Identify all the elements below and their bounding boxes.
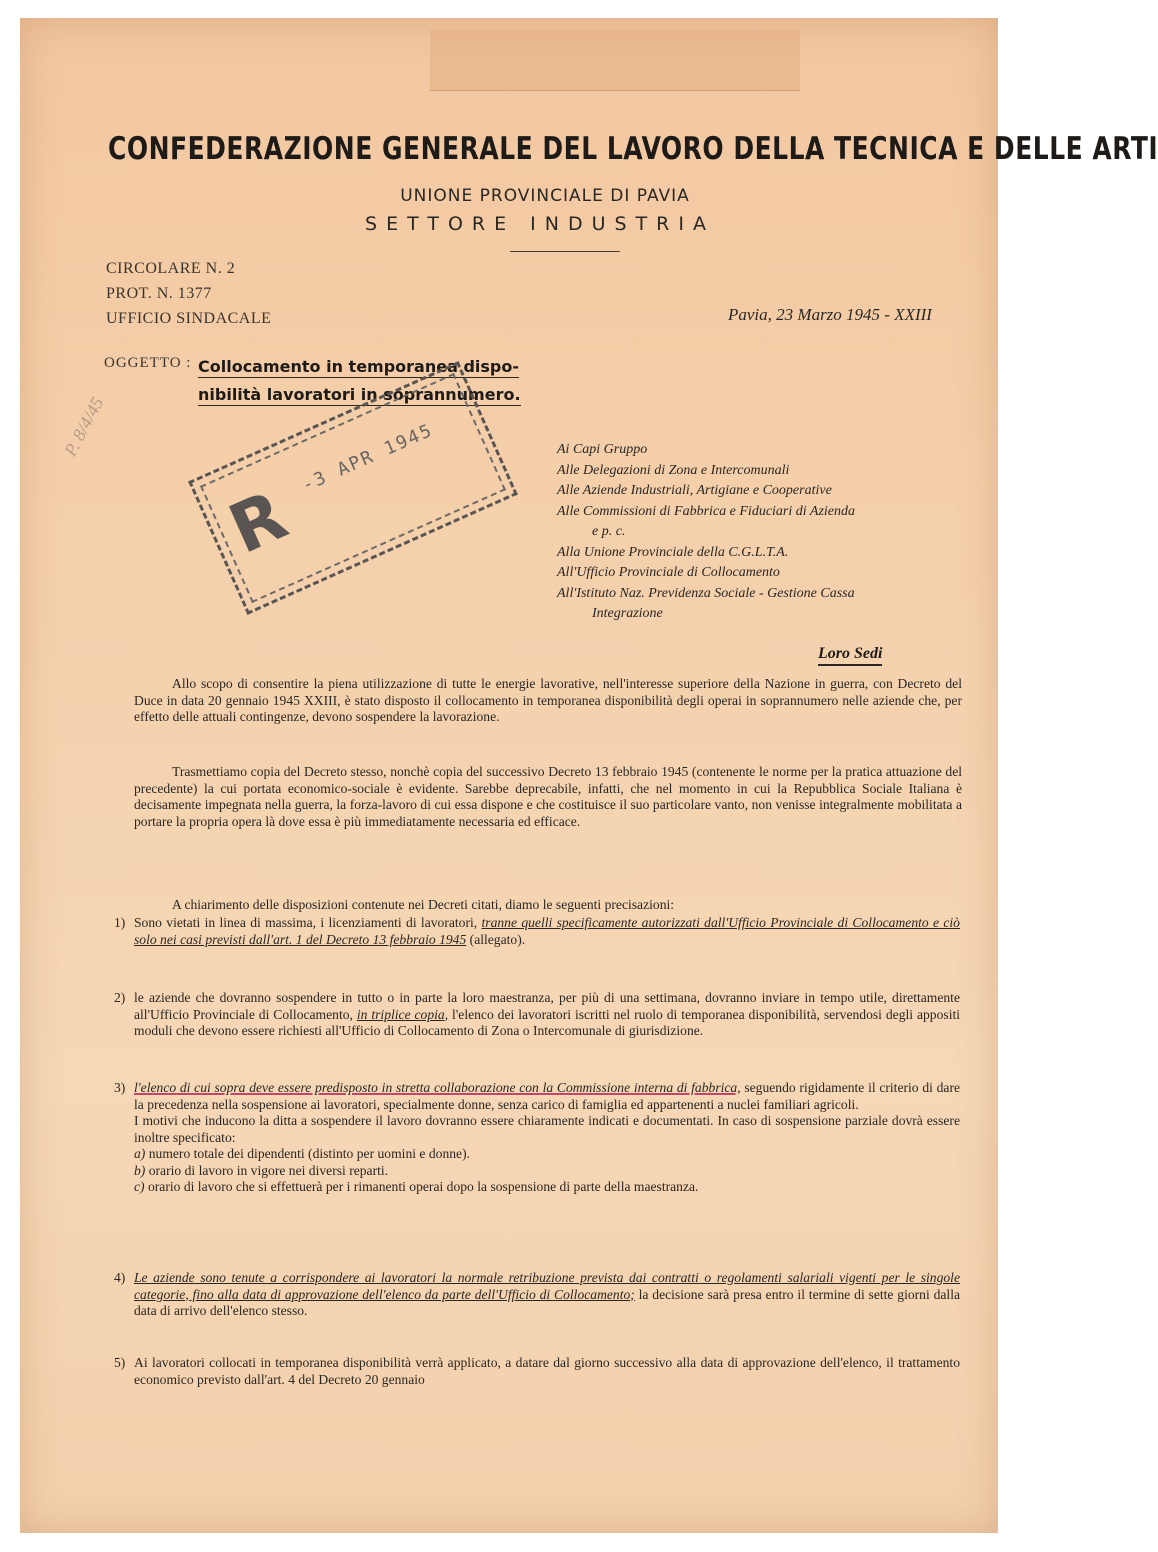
item-underlined-text: Le aziende sono tenute a corrispondere ai lavoratori la normale retribuzione prevista dai contratti o regolamenti salariali vigenti per le singole categorie, fino alla data di approvazione dell'elenco da parte dell'Ufficio di Collocamento; <box>134 1270 960 1302</box>
item-number: 1) <box>114 915 126 930</box>
list-item-4 <box>114 1270 960 1320</box>
sub-item-c <box>134 1179 960 1196</box>
sub-letter: c) <box>134 1179 145 1194</box>
body-paragraph-3 <box>134 897 962 914</box>
stamp-letter: R <box>218 477 297 570</box>
sub-item-a <box>134 1146 960 1163</box>
list-item-2 <box>114 990 961 1040</box>
item-text: Ai lavoratori collocati in temporanea disponibilità verrà applicato, a datare dal giorno successivo alla data di approvazione dell'elenco, il trattamento economico previsto dall'art. 4 del Decreto 20 gennaio <box>134 1355 960 1387</box>
letterhead-sector: SETTORE INDUSTRIA <box>365 213 715 235</box>
sub-text: orario di lavoro in vigore nei diversi reparti. <box>148 1162 389 1178</box>
recipient-line: Ai Capi Gruppo <box>557 442 648 457</box>
sub-text: orario di lavoro che si effettuerà per i rimanenti operai dopo la sospensione di parte della maestranza. <box>147 1179 699 1194</box>
subject-label: OGGETTO : <box>104 355 192 371</box>
item-extra-text: I motivi che inducono la ditta a sospendere il lavoro dovranno essere chiaramente indicati e documentati. In caso di sospensione parziale dovrà essere inoltre specificato: <box>134 1113 960 1145</box>
paragraph-text: Allo scopo di consentire la piena utilizzazione di tutte le energie lavorative, nell'interesse superiore della Nazione in guerra, con Decreto del Duce in data 20 gennaio 1945 XXIII, è stato disposto il collocamento in temporanea disponibilità degli operai in soprannumero nelle aziende che, per effetto delle attuali contingenze, devono sospendere la lavorazione. <box>134 676 962 724</box>
item-number: 3) <box>114 1080 126 1095</box>
cc-recipient-line: Alla Unione Provinciale della C.G.L.T.A. <box>557 544 789 560</box>
header-divider <box>510 251 620 252</box>
item-number: 5) <box>114 1355 126 1370</box>
circolare-number: CIRCOLARE N. 2 <box>106 260 236 277</box>
letterhead-union: UNIONE PROVINCIALE DI PAVIA <box>400 186 690 206</box>
letter-date: Pavia, 23 Marzo 1945 - XXIII <box>728 305 932 324</box>
pencil-annotation: P. 8/4/45 <box>60 393 108 460</box>
cc-recipient-line: Integrazione <box>592 606 663 621</box>
item-number: 2) <box>114 990 126 1005</box>
subject-line-1: Collocamento in temporanea dispo- <box>198 357 520 376</box>
protocol-number: PROT. N. 1377 <box>106 285 212 302</box>
closing-loro-sedi: Loro Sedi <box>818 645 882 666</box>
paragraph-text: Trasmettiamo copia del Decreto stesso, nonchè copia del successivo Decreto 13 febbraio 1945 (contenente le norme per la pratica attuazione del precedente) la cui portata economico-sociale è evidente. Sarebbe deprecabile, infatti, che nel momento in cui la Repubblica Sociale Italiana è decisamente impegnata nella guerra, la forza-lavoro di cui essa dispone e che costituisce il suo particolare vanto, non venisse integralmente mobilitata a portare la propria opera là dove essa è più immediatamente necessaria ed efficace. <box>134 764 962 829</box>
paper-fold <box>430 30 800 91</box>
recipient-line: Alle Delegazioni di Zona e Intercomunali <box>557 462 790 478</box>
letterhead-title: CONFEDERAZIONE GENERALE DEL LAVORO DELLA TECNICA E DELLE ARTI <box>108 130 1158 167</box>
item-tail: (allegato). <box>466 931 526 947</box>
recipient-line: Alle Commissioni di Fabbrica e Fiduciari di Azienda <box>557 503 855 519</box>
item-underlined-text: in triplice copia, <box>356 1006 449 1022</box>
list-item-1 <box>114 915 960 948</box>
item-underlined-text: tranne quelli specificamente autorizzati dall'Ufficio Provinciale di Collocamento e ciò solo nei casi previsti dall'art. 1 del Decreto 13 febbraio 1945 <box>134 915 960 947</box>
item-text: le aziende che dovranno sospendere in tutto o in parte la loro maestranza, per più di una settimana, dovranno inviare in tempo utile, direttamente all'Ufficio Provinciale di Collocamento, <box>134 990 960 1022</box>
office-name: UFFICIO SINDACALE <box>106 310 272 327</box>
item-underlined-text: l'elenco di cui sopra deve essere predisposto in stretta collaborazione con la Commissione interna di fabbrica, <box>134 1080 741 1095</box>
sub-letter: a) <box>134 1146 146 1161</box>
cc-label: e p. c. <box>592 524 626 539</box>
item-text: Sono vietati in linea di massima, i licenziamenti di lavoratori, <box>134 915 482 930</box>
sub-letter: b) <box>134 1162 146 1178</box>
sub-text: numero totale dei dipendenti (distinto per uomini e donne). <box>148 1146 470 1161</box>
body-paragraph-1 <box>134 676 962 726</box>
recipients-block <box>557 440 977 625</box>
cc-recipient-line: All'Istituto Naz. Previdenza Sociale - Gestione Cassa <box>557 585 855 601</box>
item-tail: l'elenco dei lavoratori iscritti nel ruolo di temporanea disponibilità, servendosi degli appositi moduli che devono essere richiesti all'Ufficio di Collocamento di Zona o Intercomunale di giurisdizione. <box>134 1006 961 1038</box>
body-paragraph-2 <box>134 764 962 830</box>
item-text: seguendo rigidamente il criterio di dare la precedenza nella sospensione ai lavoratori, specialmente donne, senza carico di famiglia ed appartenenti a nuclei familiari agricoli. <box>134 1080 961 1112</box>
paragraph-text: A chiarimento delle disposizioni contenute nei Decreti citati, diamo le seguenti precisazioni: <box>172 897 675 912</box>
item-text: la decisione sarà presa entro il termine di sette giorni dalla data di arrivo dell'elenco stesso. <box>134 1286 960 1318</box>
subject-line-2: nibilità lavoratori in soprannumero. <box>198 385 521 404</box>
list-item-5 <box>114 1355 960 1388</box>
list-item-3 <box>114 1080 961 1196</box>
stamp-date: -3 APR 1945 <box>298 419 437 497</box>
sub-item-b <box>134 1163 960 1180</box>
item-number: 4) <box>114 1270 126 1285</box>
cc-recipient-line: All'Ufficio Provinciale di Collocamento <box>557 565 780 580</box>
recipient-line: Alle Aziende Industriali, Artigiane e Cooperative <box>557 483 832 498</box>
